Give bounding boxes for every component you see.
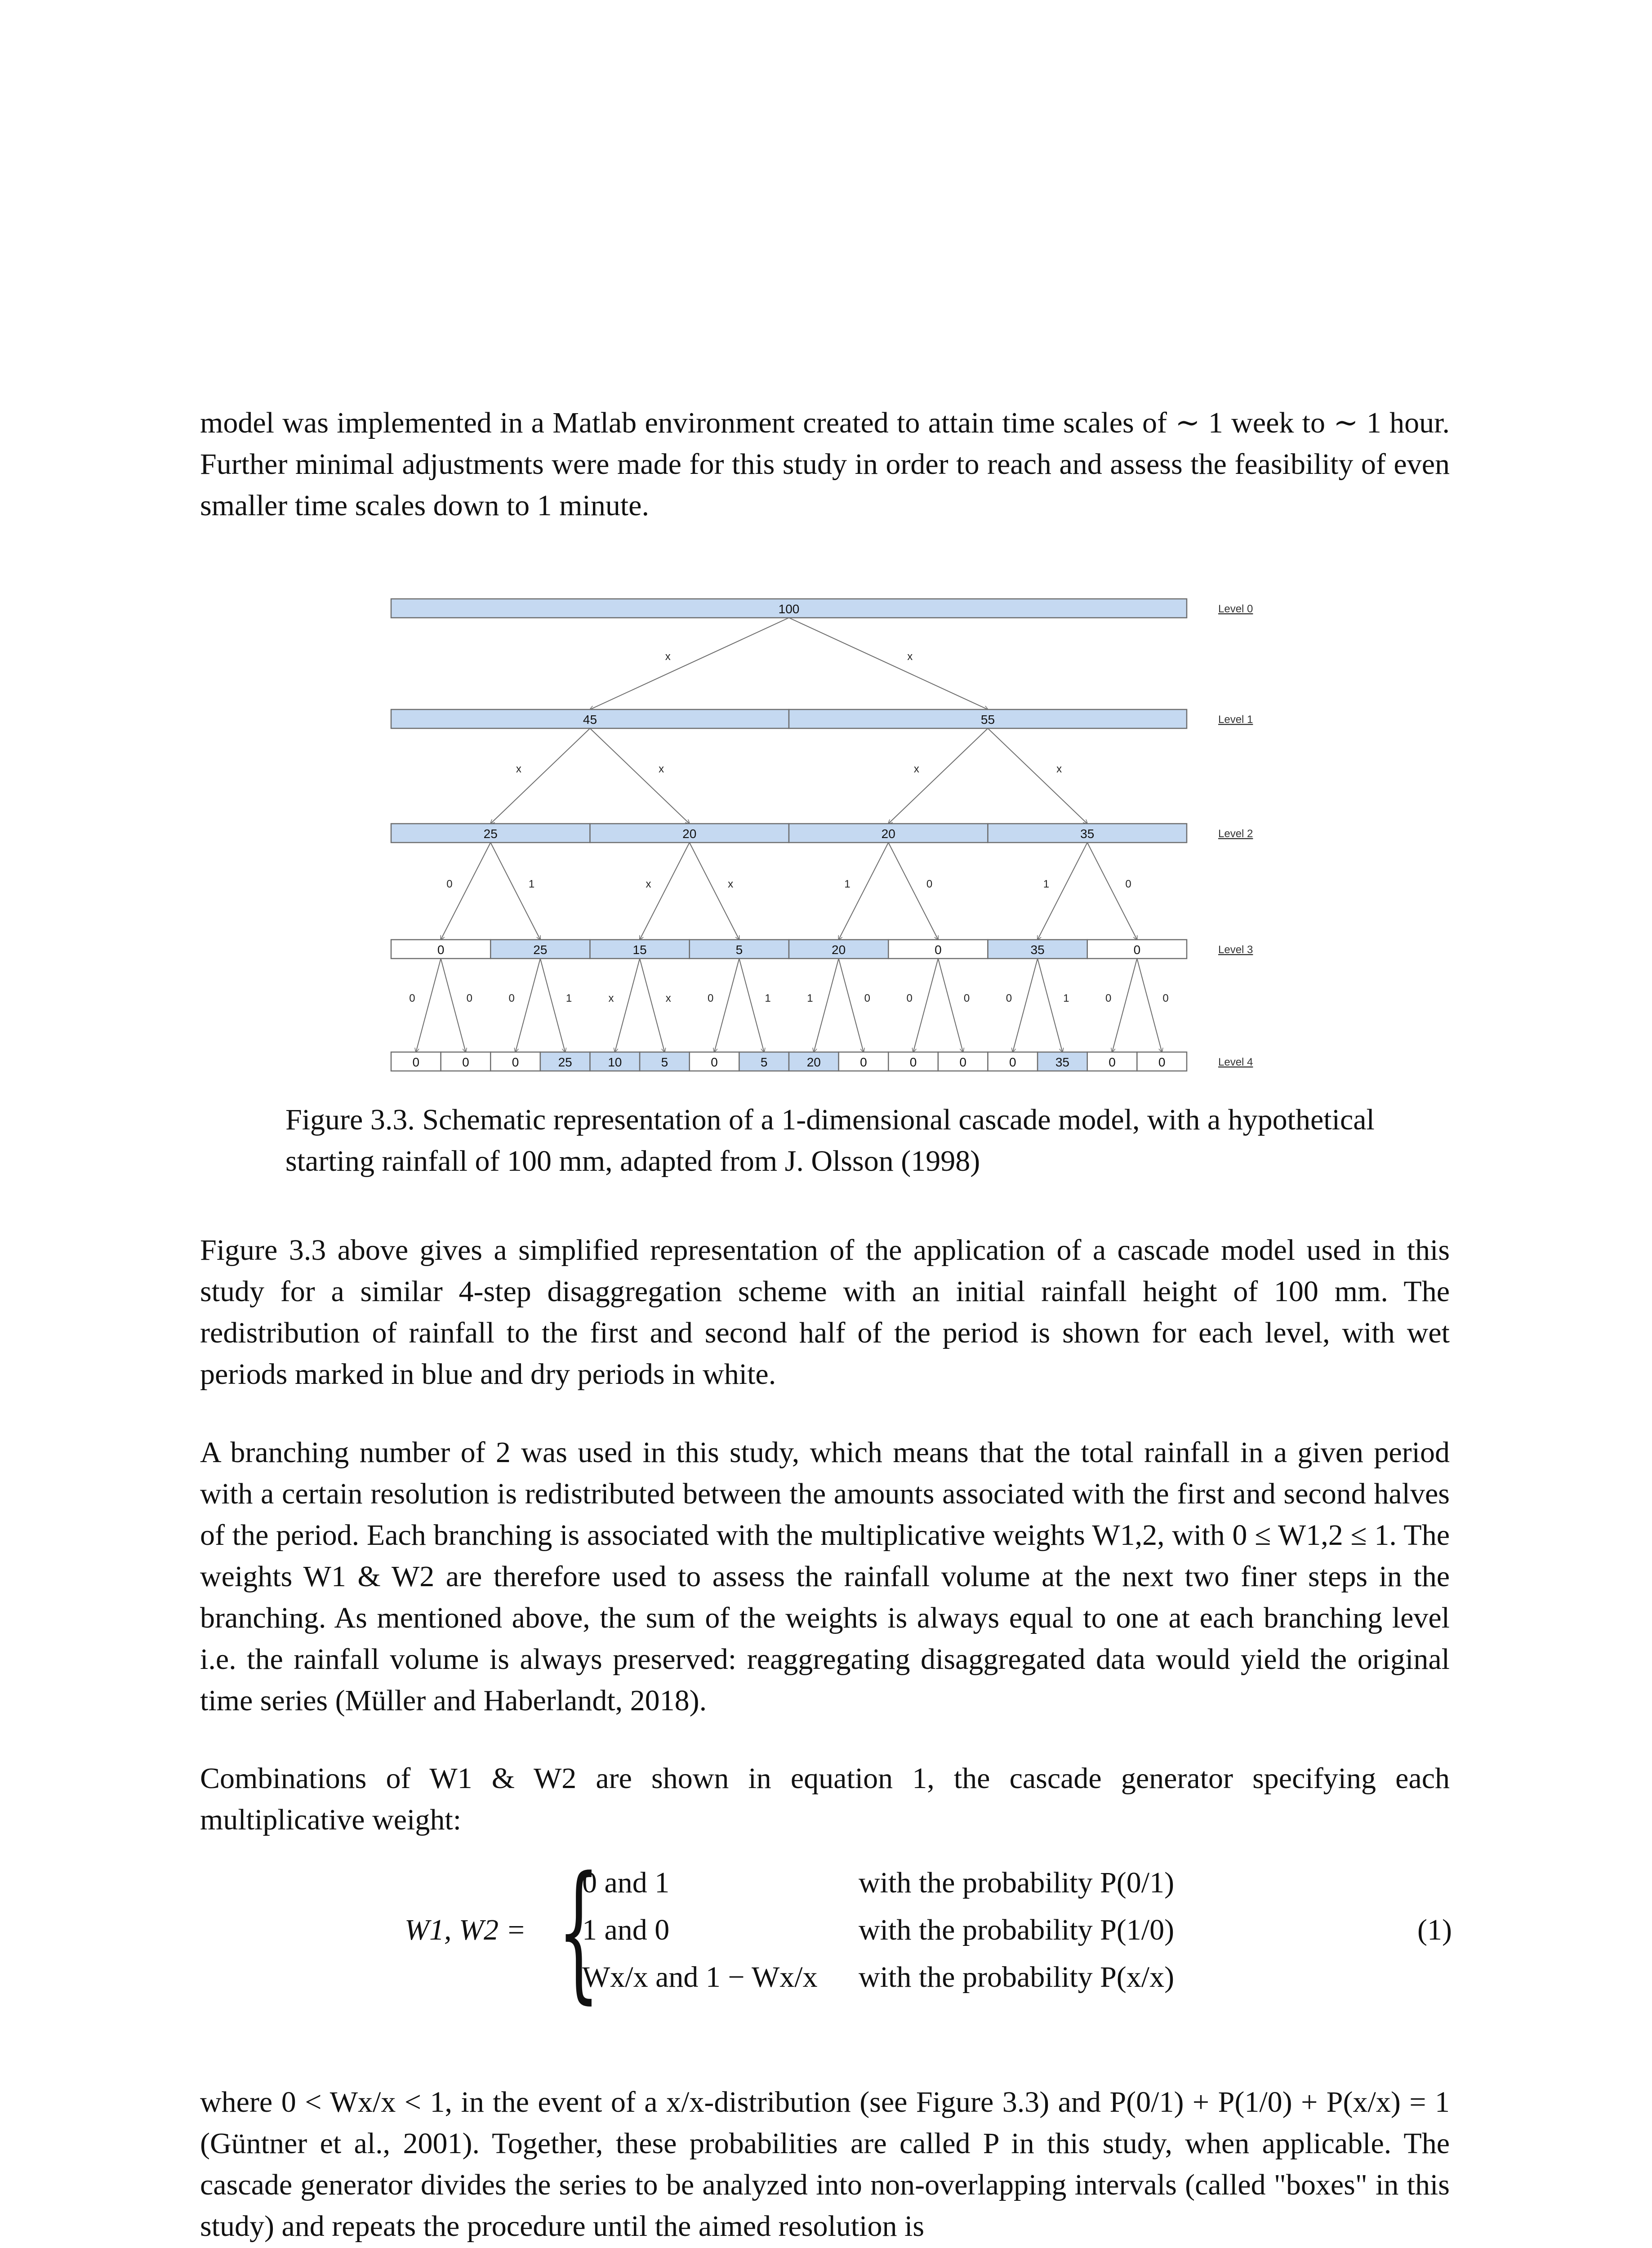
branch-arrow (888, 843, 938, 940)
cascade-box-value: 0 (1158, 1055, 1166, 1069)
branch-weight-label: 0 (1162, 992, 1169, 1004)
branch-weight-label: 0 (864, 992, 870, 1004)
branch-weight-label: x (913, 763, 919, 775)
equation-condition-2: with the probability P(1/0) (859, 1913, 1175, 1946)
branch-weight-label: 1 (844, 878, 850, 890)
intro-paragraph: model was implemented in a Matlab environment created to attain time scales of ∼ 1 week to ∼ 1 hour. Further minimal adjustments were made for this study in order to reach and assess the feasibility of even smaller time scales down to 1 minute. (200, 406, 1450, 522)
branch-arrow (416, 959, 441, 1052)
branch-weight-label: 1 (1063, 992, 1069, 1004)
branch-arrow (690, 843, 739, 940)
cascade-box-value: 20 (881, 827, 895, 841)
cascade-box-value: 45 (583, 713, 597, 727)
branch-arrow (615, 959, 640, 1052)
cascade-box-value: 25 (558, 1055, 572, 1069)
branch-arrow (540, 959, 565, 1052)
branch-arrow (913, 959, 938, 1052)
cascade-box-value: 0 (462, 1055, 469, 1069)
cascade-box-value: 0 (860, 1055, 867, 1069)
branch-weight-label: 0 (508, 992, 515, 1004)
cascade-box-value: 20 (682, 827, 697, 841)
branch-weight-label: x (1056, 763, 1062, 775)
branch-weight-label: 1 (566, 992, 572, 1004)
cascade-box-value: 35 (1030, 943, 1045, 957)
cascade-box-value: 15 (632, 943, 647, 957)
branch-weight-label: x (646, 878, 651, 890)
level-label: Level 0 (1218, 603, 1253, 615)
branch-weight-label: x (665, 651, 671, 663)
branch-arrow (516, 959, 540, 1052)
branch-weight-label: x (659, 763, 664, 775)
branch-weight-label: 0 (906, 992, 913, 1004)
branch-weight-label: 0 (963, 992, 970, 1004)
cascade-box-value: 5 (661, 1055, 668, 1069)
branch-arrow (441, 959, 466, 1052)
branch-weight-label: 1 (1043, 878, 1050, 890)
branch-arrow (490, 843, 540, 940)
cascade-box-value: 55 (980, 713, 995, 727)
equation-case-3: Wx/x and 1 − Wx/x (582, 1961, 818, 1994)
equation-case-1: 0 and 1 (582, 1866, 670, 1899)
cascade-box-value: 20 (832, 943, 846, 957)
cascade-box-value: 5 (760, 1055, 768, 1069)
branch-weight-label: 0 (1006, 992, 1012, 1004)
branch-arrow (441, 843, 491, 940)
branch-weight-label: 0 (926, 878, 933, 890)
equation-lhs: W1, W2 = (405, 1913, 526, 1946)
paragraph-3: Combinations of W1 & W2 are shown in equation 1, the cascade generator specifying each multiplicative weight: (200, 1762, 1450, 1836)
equation-condition-3: with the probability P(x/x) (859, 1961, 1175, 1994)
branch-weight-label: 0 (466, 992, 472, 1004)
branch-arrow (1112, 959, 1137, 1052)
branch-arrow (739, 959, 764, 1052)
cascade-box-value: 5 (735, 943, 743, 957)
branch-weight-label: 1 (807, 992, 813, 1004)
branch-weight-label: x (516, 763, 521, 775)
equation-1 (405, 1845, 1452, 2017)
cascade-box-value: 10 (608, 1055, 622, 1069)
branch-weight-label: x (728, 878, 734, 890)
branch-arrow (1013, 959, 1038, 1052)
branch-weight-label: 0 (1125, 878, 1131, 890)
branch-arrow (839, 959, 864, 1052)
branch-arrow (789, 618, 988, 709)
branch-arrow (988, 728, 1087, 824)
cascade-box-value: 0 (711, 1055, 718, 1069)
cascade-box-value: 0 (1009, 1055, 1016, 1069)
branch-weight-label: 0 (409, 992, 415, 1004)
branch-arrow (888, 728, 988, 824)
cascade-box-value: 0 (1133, 943, 1141, 957)
branch-weight-label: x (665, 992, 671, 1004)
paragraph-1: Figure 3.3 above gives a simplified representation of the application of a cascade model used in this study for a similar 4-step disaggregation scheme with an initial rainfall height of 100 mm. The redistribution of rainfall to the first and second half of the period is shown for each level, with wet periods marked in blue and dry periods in white. (200, 1234, 1450, 1391)
paragraph-2: A branching number of 2 was used in this study, which means that the total rainfall in a given period with a certain resolution is redistributed between the amounts associated with the first and second halves of the period. Each branching is associated with the multiplicative weights W1,2, with 0 ≤ W1,2 ≤ 1. The weights W1 & W2 are therefore used to assess the rainfall volume at the next two finer steps in the branching. As mentioned above, the sum of the weights is always equal to one at each branching level i.e. the rainfall volume is always preserved: reaggregating disaggregated data would yield the original time series (Müller and Haberlandt, 2018). (200, 1436, 1450, 1717)
level-label: Level 2 (1218, 828, 1253, 840)
level-label: Level 1 (1218, 714, 1253, 726)
equation-number: (1) (1417, 1913, 1452, 1946)
branch-arrow (1137, 959, 1162, 1052)
branch-weight-label: x (608, 992, 614, 1004)
cascade-box-value: 25 (533, 943, 548, 957)
cascade-box-value: 20 (806, 1055, 821, 1069)
branch-arrow (1038, 959, 1062, 1052)
branch-arrow (640, 843, 690, 940)
cascade-box-value: 0 (909, 1055, 917, 1069)
branch-arrow (640, 959, 664, 1052)
branch-weight-label: 0 (446, 878, 453, 890)
cascade-box-value: 35 (1055, 1055, 1070, 1069)
cascade-box-value: 0 (935, 943, 942, 957)
branch-arrow (590, 618, 789, 709)
branch-arrow (1038, 843, 1087, 940)
cascade-figure (378, 589, 1263, 1093)
level-label: Level 4 (1218, 1056, 1253, 1068)
paragraph-4: where 0 < Wx/x < 1, in the event of a x/x-distribution (see Figure 3.3) and P(0/1) + P(1/0) + P(x/x) = 1 (Güntner et al., 2001). Together, these probabilities are called P in this study, when applicable. The cascade generator divides the series to be analyzed into non-overlapping intervals (called "boxes" in this study) and repeats the procedure until the aimed resolution is (200, 2086, 1450, 2243)
cascade-box-value: 25 (483, 827, 498, 841)
branch-weight-label: x (907, 651, 913, 663)
figure-caption: Figure 3.3. Schematic representation of a 1-dimensional cascade model, with a hypothetical starting rainfall of 100 mm, adapted from J. Olsson (1998) (285, 1103, 1375, 1178)
cascade-box-value: 0 (1109, 1055, 1116, 1069)
branch-arrow (490, 728, 590, 824)
cascade-box-value: 0 (412, 1055, 420, 1069)
branch-arrow (714, 959, 739, 1052)
level-label: Level 3 (1218, 944, 1253, 956)
left-brace-symbol: { (557, 1845, 600, 2017)
branch-weight-label: 1 (765, 992, 771, 1004)
branch-weight-label: 0 (1105, 992, 1112, 1004)
cascade-box-value: 0 (512, 1055, 519, 1069)
branch-weight-label: 1 (528, 878, 535, 890)
branch-arrow (1087, 843, 1137, 940)
cascade-box-value: 0 (959, 1055, 966, 1069)
cascade-box-value: 0 (437, 943, 445, 957)
branch-arrow (590, 728, 690, 824)
equation-case-2: 1 and 0 (582, 1913, 670, 1946)
cascade-box-value: 100 (778, 602, 800, 616)
branch-weight-label: 0 (708, 992, 714, 1004)
branch-arrow (839, 843, 889, 940)
branch-arrow (938, 959, 963, 1052)
equation-condition-1: with the probability P(0/1) (859, 1866, 1175, 1899)
cascade-box-value: 35 (1080, 827, 1095, 841)
branch-arrow (814, 959, 838, 1052)
